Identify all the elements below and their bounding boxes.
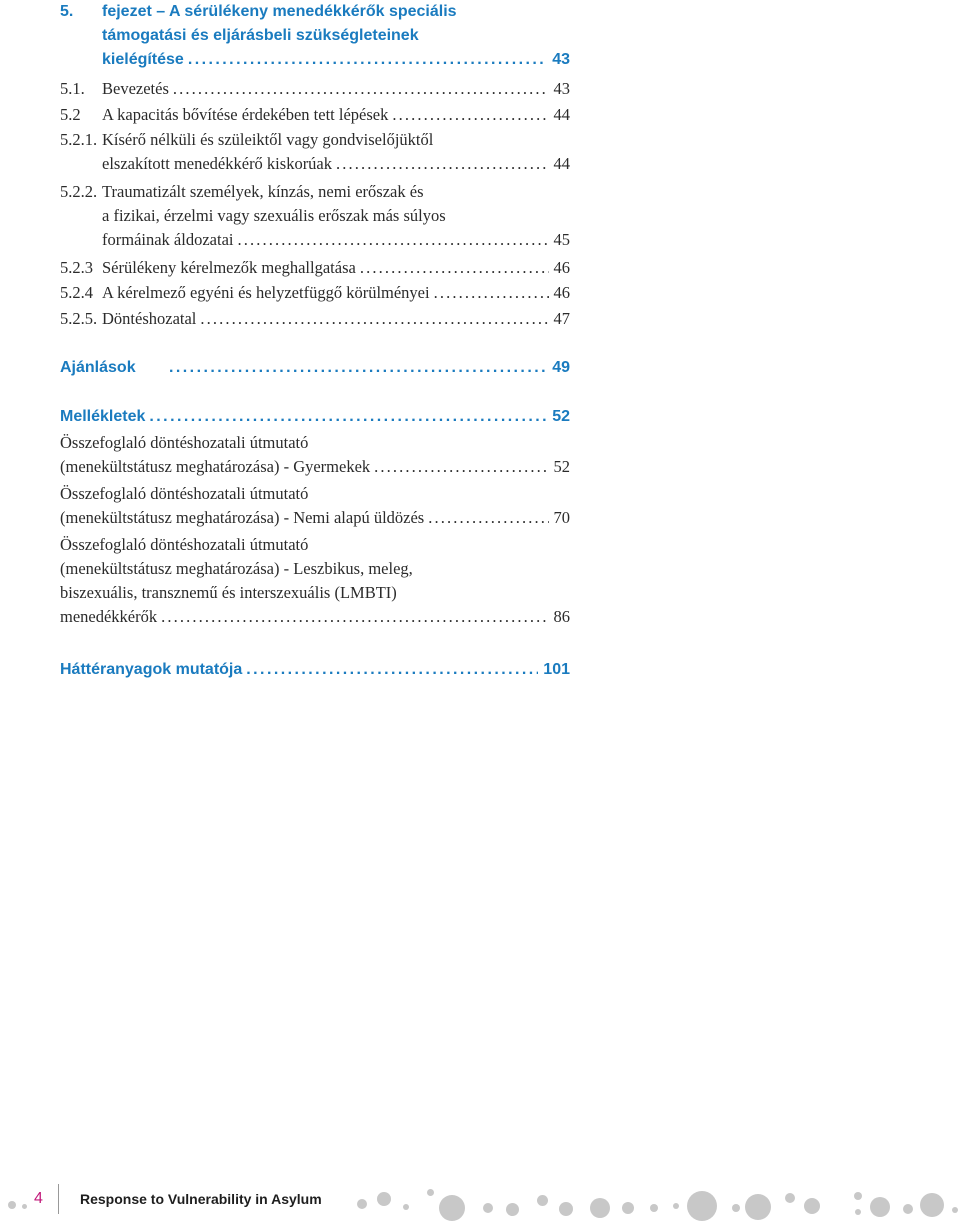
toc-background-index[interactable] — [60, 658, 570, 682]
footer-dot — [903, 1204, 913, 1214]
chapter-title-line-1: fejezet – A sérülékeny menedékkérők speciális — [102, 3, 457, 20]
section-number: 5.2.5. — [60, 309, 98, 328]
section-number: 5.2.3 — [60, 258, 93, 277]
annexes-page: 52 — [552, 408, 570, 425]
dot-leader — [428, 506, 548, 530]
section-title-line-1: Kísérő nélküli és szüleiktől vagy gondviselőjüktől — [102, 130, 434, 149]
footer-divider — [58, 1184, 59, 1214]
footer-dot — [590, 1198, 610, 1218]
footer-dot — [804, 1198, 820, 1214]
section-title: Bevezetés — [102, 79, 169, 98]
annex-title-line-1: Összefoglaló döntéshozatali útmutató — [60, 535, 309, 554]
annex-page: 70 — [553, 508, 570, 527]
toc-annex-children[interactable] — [60, 431, 570, 479]
annex-title-line-3: biszexuális, transznemű és interszexuális (LMBTI) — [60, 583, 397, 602]
section-page: 46 — [553, 258, 570, 277]
section-number: 5.2 — [60, 105, 81, 124]
annex-title-line-2: (menekültstátusz meghatározása) - Leszbikus, meleg, — [60, 559, 413, 578]
toc-section-5-2-2[interactable] — [60, 180, 570, 252]
annex-title-line-1: Összefoglaló döntéshozatali útmutató — [60, 484, 309, 503]
chapter-number: 5. — [60, 3, 74, 20]
footer-dot — [559, 1202, 573, 1216]
section-page: 43 — [553, 79, 570, 98]
footer-dot — [650, 1204, 658, 1212]
toc-section-5-2-3[interactable] — [60, 256, 570, 280]
section-number: 5.2.4 — [60, 283, 93, 302]
dot-leader — [237, 228, 548, 252]
annex-title-line-4: menedékkérők — [60, 607, 158, 626]
toc-recommendations[interactable] — [60, 356, 570, 380]
annex-title-line-1: Összefoglaló döntéshozatali útmutató — [60, 433, 309, 452]
footer-dot — [403, 1204, 409, 1210]
dot-leader — [374, 455, 548, 479]
footer-dot — [745, 1194, 771, 1220]
section-title-line-3: formáinak áldozatai — [102, 230, 234, 249]
footer-dot — [622, 1202, 634, 1214]
chapter-page: 43 — [552, 51, 570, 68]
toc-annex-gender[interactable] — [60, 482, 570, 530]
annex-page: 86 — [553, 607, 570, 626]
footer-dot — [855, 1209, 861, 1215]
dot-leader — [392, 103, 548, 127]
section-page: 44 — [553, 154, 570, 173]
toc-section-5-2-1[interactable] — [60, 128, 570, 176]
section-title: A kapacitás bővítése érdekében tett lépések — [102, 105, 389, 124]
section-page: 47 — [553, 309, 570, 328]
section-title: Sérülékeny kérelmezők meghallgatása — [102, 258, 356, 277]
section-title: Döntéshozatal — [102, 309, 197, 328]
toc-section-5-1[interactable] — [60, 77, 570, 101]
footer-dot — [377, 1192, 391, 1206]
footer-dot — [673, 1203, 679, 1209]
chapter-title-line-3: kielégítése — [102, 51, 184, 68]
dot-leader — [336, 152, 548, 176]
footer-page-number: 4 — [34, 1190, 43, 1207]
chapter-title-line-2: támogatási és eljárásbeli szükségleteinek — [102, 27, 419, 44]
background-index-page: 101 — [543, 661, 570, 678]
dot-leader — [173, 77, 549, 101]
background-index-label: Háttéranyagok mutatója — [60, 661, 243, 678]
footer-dot — [952, 1207, 958, 1213]
section-page: 46 — [553, 283, 570, 302]
toc-section-5-2-4[interactable] — [60, 281, 570, 305]
dot-leader — [434, 281, 549, 305]
toc-annexes[interactable] — [60, 405, 570, 429]
annexes-label: Mellékletek — [60, 408, 146, 425]
footer-dot — [357, 1199, 367, 1209]
section-page: 45 — [553, 230, 570, 249]
section-title-line-2: a fizikai, érzelmi vagy szexuális erőszak más súlyos — [102, 206, 446, 225]
toc-chapter-5[interactable] — [60, 0, 570, 72]
footer-dot — [920, 1193, 944, 1217]
dot-leader — [149, 405, 547, 429]
footer-dot — [8, 1201, 16, 1209]
section-title: A kérelmező egyéni és helyzetfüggő körülményei — [102, 283, 430, 302]
footer-dot — [506, 1203, 519, 1216]
annex-page: 52 — [553, 457, 570, 476]
footer-title: Response to Vulnerability in Asylum — [80, 1191, 322, 1207]
section-title-line-1: Traumatizált személyek, kínzás, nemi erőszak és — [102, 182, 424, 201]
footer-dot — [870, 1197, 890, 1217]
section-number: 5.2.2. — [60, 182, 98, 201]
footer-dot — [785, 1193, 795, 1203]
recommendations-label: Ajánlások — [60, 359, 136, 376]
section-page: 44 — [553, 105, 570, 124]
section-number: 5.1. — [60, 79, 85, 98]
dot-leader — [161, 605, 548, 629]
footer-dot — [732, 1204, 740, 1212]
footer-dot — [427, 1189, 434, 1196]
footer-dot — [439, 1195, 465, 1221]
section-title-line-2: elszakított menedékkérő kiskorúak — [102, 154, 333, 173]
footer-dot — [483, 1203, 493, 1213]
annex-title-line-2: (menekültstátusz meghatározása) - Gyermekek — [60, 457, 371, 476]
footer-dot — [854, 1192, 862, 1200]
dot-leader — [188, 48, 547, 72]
footer-dot — [687, 1191, 717, 1221]
section-number: 5.2.1. — [60, 130, 98, 149]
dot-leader — [169, 356, 547, 380]
dot-leader — [200, 307, 548, 331]
dot-leader — [360, 256, 549, 280]
footer-dot — [22, 1204, 27, 1209]
footer-dot — [537, 1195, 548, 1206]
toc-annex-lgbti[interactable] — [60, 533, 570, 629]
toc-section-5-2-5[interactable] — [60, 307, 570, 331]
dot-leader — [246, 658, 538, 682]
annex-title-line-2: (menekültstátusz meghatározása) - Nemi alapú üldözés — [60, 508, 425, 527]
toc-section-5-2[interactable] — [60, 103, 570, 127]
recommendations-page: 49 — [552, 359, 570, 376]
